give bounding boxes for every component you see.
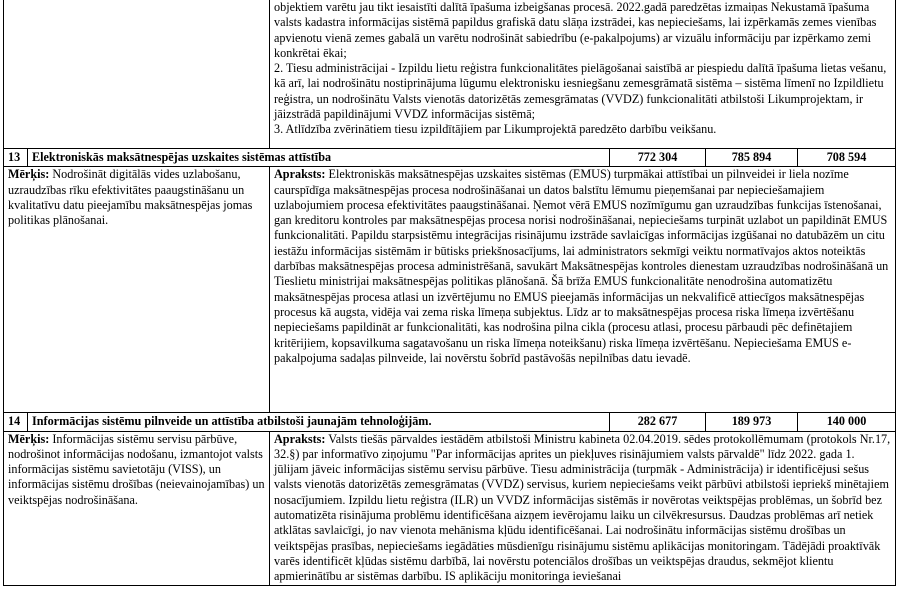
continuation-paragraph: 3. Atlīdzība zvērinātiem tiesu izpildītājiem par Likumprojektā paredzēto darbību veikšanu. [274, 122, 717, 137]
measure-number: 13 [4, 149, 28, 167]
continuation-row [4, 0, 896, 149]
measure-amount-year-3: 708 594 [798, 149, 896, 167]
measure-description-cell [270, 431, 896, 585]
description-label: Apraksts: [274, 167, 326, 182]
measure-amount-year-1: 282 677 [610, 413, 706, 431]
budget-measures-document [3, 0, 895, 586]
measure-description-cell [270, 167, 896, 413]
measure-goal-cell [4, 431, 270, 585]
measure-title: Informācijas sistēmu pilnveide un attīstība atbilstoši jaunajām tehnoloģijām. [28, 413, 610, 431]
measure-number: 14 [4, 413, 28, 431]
goal-text: Nodrošināt digitālās vides uzlabošanu, uzraudzības rīku efektivitātes paaugstināšanu un kvalitatīvu datu pieejamību maksātnespējas jomas politikas plānošanai. [8, 167, 253, 228]
description-label: Apraksts: [274, 431, 326, 446]
continuation-paragraph: objektiem varētu jau tikt iesaistīti dalītā īpašuma izbeigšanas procesā. 2022.gadā paredzētas izmaiņas Nekustamā īpašuma valsts kadastra informācijas sistēmā papildus grafiskā datu slāņa izstrādei, kas nepieciešams, lai izpērkamās zemes vienības apvienotu vienā zemes gabalā un varētu nodrošināt sabiedrību (e-pakalpojums) ar vizuālu informāciju par izpērkamo zemi konkrētai ēkai; [274, 0, 877, 60]
measure-body-row [4, 167, 896, 413]
goal-label: Mērķis: [8, 167, 50, 182]
measure-amount-year-1: 772 304 [610, 149, 706, 167]
description-text: Valsts tiešās pārvaldes iestādēm atbilstoši Ministru kabineta 02.04.2019. sēdes protokollēmumam (protokols Nr.17, 32.§) par informatīvo ziņojumu "Par informācijas aprites un piekļuves risinājumiem valsts pārvaldē" līdz 2022. gada 1. jūlijam jāveic informācijas sistēmu servisu pārbūve. Tiesu administrācija (turpmāk - Administrācija) ir identificējusi sešus valsts vienotās datorizētās zemesgrāmatas (VVDZ) servisus, kuriem nepieciešams veikt pārbūvi atbilstoši iepriekš minētajiem nosacījumiem. Izpildu lietu reģistra (ILR) un VVDZ informācijas sistēmās ir novērotas veiktspējas problēmas, un šobrīd bez automatizēta risinājuma problēmu identificēšana aizņem ievērojamu laiku un cilvēkresursus. Daudzas problēmas arī netiek atklātas savlaicīgi, jo nav vienota mehānisma kļūdu identificēšanai. Lai nodrošinātu informācijas sistēmu drošības un veiktspējas prasības, nepieciešams iegādāties mūsdienīgu risinājumu sistēmu aplikācijas monitoringam. Tādējādi proaktīvāk varēs identificēt kļūdas sistēmu darbībā, lai novērstu potenciālos drošības un veiktspējas draudus, sekmējot klientu apmierinātību ar sistēmas darbību. IS aplikāciju monitoringa ieviešanai [274, 431, 891, 584]
continuation-left-cell [4, 0, 270, 149]
continuation-paragraph: 2. Tiesu administrācijai - Izpildu lietu reģistra funkcionalitātes pielāgošanai saistībā ar piespiedu dalītā īpašuma lietas vešanu, kā arī, lai nodrošinātu nostiprinājuma lūgumu elektronisku iesniegšanu zemesgrāmatā sistēma – sistēma līmenī no Izpildlietu reģistra, un nodrošinātu Valsts vienotās datorizētās zemesgrāmatas (VVDZ) funkcionalitāti atbilstoši Likumprojektam, ir jāizstrādā papildinājumi VVDZ informācijas sistēmā; [274, 61, 887, 122]
continuation-description-cell [270, 0, 896, 149]
goal-label: Mērķis: [8, 431, 50, 446]
description-text: Elektroniskās maksātnespējas uzskaites sistēmas (EMUS) turpmākai attīstībai un pilnveidei ir liela nozīme caurspīdīga maksātnespējas procesa nodrošināšanai un datos balstītu lēmumu pieņemšanai par nepieciešamajiem uzlabojumiem procesa efektivitātes paaugstināšanai. Ņemot vērā EMUS nozīmīgumu gan uzraudzības funkcijas īstenošanai, gan kreditoru kontroles par maksātnespējas procesa norisi nodrošināšanai, nepieciešams turpināt uzlabot un papildināt EMUS funkcionalitāti. Papildu starpsistēmu integrācijas risinājumu izstrāde savlaicīgas informācijas izgūšanai no datubāzēm un citu iestāžu informācijas sistēmām ir būtisks priekšnosacījums, lai administrators sekmīgi veiktu normatīvajos aktos noteiktās darbības maksātnespējas procesa administrēšanā, savukārt Maksātnespējas kontroles dienestam uzraudzības nodrošināšanā un Tieslietu ministrijai maksātnespējas politikas plānošanā. Šā brīža EMUS funkcionalitāte nenodrošina automatizētu maksātnespējas procesa atlasi un izvērtējumu no EMUS pieejamās informācijas un nekvalificē attiecīgos maksātnespējas procesus kā augsta, vidēja vai zema riska līmeņa subjektus. Līdz ar to maksātnespējas procesa riska līmeņa izvērtēšanu nepieciešams papildināt ar funkcionalitāti, kas nodrošina pilna cikla (procesu atlasi, procesu pārbaudi pēc definētajiem kritērijiem, kopsavilkuma sagatavošanu un riska līmeņa noteikšanu) riska līmeņa izvērtēšanu. Nepieciešama EMUS e-pakalpojuma sadaļas pilnveide, lai novērstu šobrīd pastāvošās nepilnības datu ievadē. [274, 167, 889, 365]
measure-body-row [4, 431, 896, 585]
measure-amount-year-2: 785 894 [706, 149, 798, 167]
measure-amount-year-3: 140 000 [798, 413, 896, 431]
measures-table [3, 0, 896, 586]
measure-header-row [4, 413, 896, 431]
goal-text: Informācijas sistēmu servisu pārbūve, nodrošinot informācijas nodošanu, izmantojot valsts informācijas sistēmu savietotāju (VISS), un informācijas sistēmu drošības (neievainojamības) un veiktspējas nodrošināšana. [8, 431, 265, 507]
measure-header-row [4, 149, 896, 167]
measure-goal-cell [4, 167, 270, 413]
measure-amount-year-2: 189 973 [706, 413, 798, 431]
measure-title: Elektroniskās maksātnespējas uzskaites sistēmas attīstība [28, 149, 610, 167]
